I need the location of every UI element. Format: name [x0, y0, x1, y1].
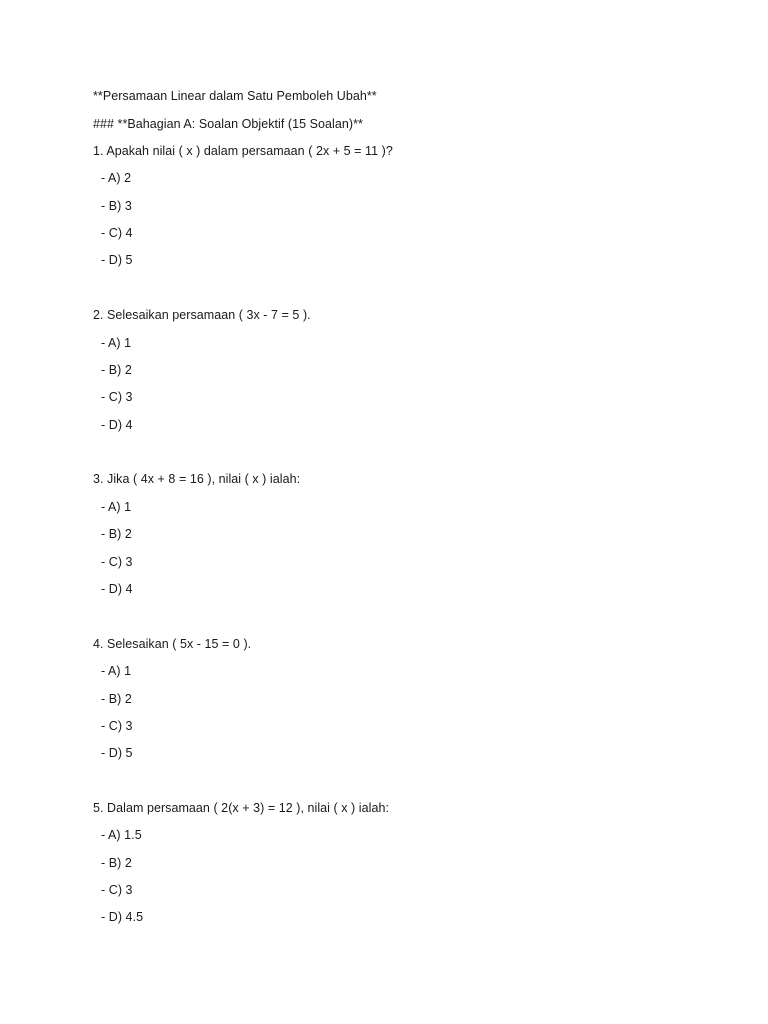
- question-1-option-c: - C) 4: [101, 226, 133, 240]
- question-5-option-c: - C) 3: [101, 883, 133, 897]
- question-1-option-d: - D) 5: [101, 253, 133, 267]
- question-1-option-b: - B) 3: [101, 199, 132, 213]
- question-5-option-d: - D) 4.5: [101, 910, 144, 924]
- question-2-text: 2. Selesaikan persamaan ( 3x - 7 = 5 ).: [93, 308, 311, 322]
- section-heading: ### **Bahagian A: Soalan Objektif (15 Soalan)**: [93, 117, 363, 131]
- question-4-option-d: - D) 5: [101, 746, 133, 760]
- question-3-text: 3. Jika ( 4x + 8 = 16 ), nilai ( x ) ialah:: [93, 472, 301, 486]
- question-1-text: 1. Apakah nilai ( x ) dalam persamaan ( 2x + 5 = 11 )?: [93, 144, 393, 158]
- question-5-option-a: - A) 1.5: [101, 828, 142, 842]
- question-2-option-d: - D) 4: [101, 418, 133, 432]
- question-3-option-a: - A) 1: [101, 500, 132, 514]
- question-5-text: 5. Dalam persamaan ( 2(x + 3) = 12 ), nilai ( x ) ialah:: [93, 801, 389, 815]
- question-3-option-d: - D) 4: [101, 582, 133, 596]
- question-4-option-a: - A) 1: [101, 664, 132, 678]
- question-3-option-c: - C) 3: [101, 555, 133, 569]
- question-1-option-a: - A) 2: [101, 171, 132, 185]
- question-2-option-a: - A) 1: [101, 336, 132, 350]
- question-4-option-b: - B) 2: [101, 692, 132, 706]
- question-2-option-c: - C) 3: [101, 390, 133, 404]
- question-4-option-c: - C) 3: [101, 719, 133, 733]
- question-5-option-b: - B) 2: [101, 856, 132, 870]
- question-4-text: 4. Selesaikan ( 5x - 15 = 0 ).: [93, 637, 252, 651]
- question-2-option-b: - B) 2: [101, 363, 132, 377]
- document-title: **Persamaan Linear dalam Satu Pemboleh Ubah**: [93, 89, 377, 103]
- question-3-option-b: - B) 2: [101, 527, 132, 541]
